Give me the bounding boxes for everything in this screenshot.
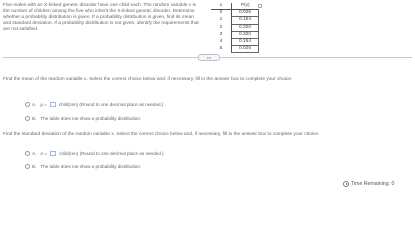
- q1-option-a-letter: A.: [32, 102, 37, 107]
- table-cell-px: 0.154: [232, 17, 259, 24]
- q2-option-b-letter: B.: [32, 164, 37, 169]
- table-row: [211, 39, 259, 46]
- q2-option-a-prefix: σ =: [40, 151, 48, 156]
- expand-toggle-button[interactable]: •••: [198, 54, 220, 61]
- q1-option-a-radio[interactable]: [25, 102, 30, 107]
- table-header-row: [211, 3, 259, 10]
- table-cell-x: 3: [211, 31, 232, 38]
- problem-statement: [3, 3, 203, 33]
- q1-option-a-prefix: μ =: [40, 102, 47, 107]
- q2-option-b[interactable]: [25, 164, 141, 169]
- q1-option-b-radio[interactable]: [25, 116, 30, 121]
- table-cell-x: 5: [211, 46, 232, 53]
- probability-table: [211, 3, 259, 53]
- q2-option-a[interactable]: [25, 151, 164, 156]
- table-row: [211, 24, 259, 31]
- question-mean-prompt: Find the mean of the random variable x. Select the correct choice below and, if necessary, fill in the answer box to complete your choice.: [3, 77, 293, 82]
- problem-text: Five males with an X-linked genetic disorder have one child each. The random variable x is the number of children among the five who inherit the X-linked genetic disorder. Determine whether a probability distribution is given. If a probability distribution is given, find its mean and standard deviation. If a probability distribution is not given, identify the requirements that are not satisfied.: [3, 3, 199, 33]
- table-cell-x: 0: [211, 10, 232, 17]
- table-header-x: x: [211, 3, 232, 10]
- table-row: [211, 17, 259, 24]
- table-cell-px: 0.320: [232, 31, 259, 38]
- q2-option-a-radio[interactable]: [25, 151, 30, 156]
- sd-answer-input[interactable]: [50, 151, 56, 156]
- time-remaining-label: Time Remaining: 0: [351, 181, 395, 187]
- table-cell-px: 0.320: [232, 24, 259, 31]
- table-cell-px: 0.026: [232, 10, 259, 17]
- table-cell-x: 1: [211, 17, 232, 24]
- q2-option-b-radio[interactable]: [25, 164, 30, 169]
- question-sd-prompt: Find the standard deviation of the random variable x. Select the correct choice below and, if necessary, fill in the answer box to complete your choice.: [3, 132, 320, 137]
- table-cell-x: 2: [211, 24, 232, 31]
- q2-option-b-text: The table does not show a probability distribution.: [40, 164, 142, 169]
- q1-option-a-suffix: child(ren) (Round to one decimal place as needed.): [58, 102, 164, 107]
- table-row: [211, 46, 259, 53]
- q2-option-a-letter: A.: [32, 151, 37, 156]
- q1-option-a[interactable]: [25, 102, 163, 107]
- q1-option-b-text: The table does not show a probability distribution.: [40, 116, 142, 121]
- time-remaining: [343, 181, 394, 187]
- mean-answer-input[interactable]: [50, 102, 56, 107]
- table-cell-x: 4: [211, 39, 232, 46]
- q2-option-a-suffix: child(ren) (Round to one decimal place as needed.): [59, 151, 164, 156]
- table-row: [211, 31, 259, 38]
- copy-table-icon[interactable]: [258, 4, 262, 8]
- q1-option-b[interactable]: [25, 116, 141, 121]
- table-cell-px: 0.154: [232, 39, 259, 46]
- table-header-px: P(x): [232, 3, 259, 10]
- table-cell-px: 0.026: [232, 46, 259, 53]
- table-row: [211, 10, 259, 17]
- clock-icon: [343, 181, 349, 187]
- q1-option-b-letter: B.: [32, 116, 37, 121]
